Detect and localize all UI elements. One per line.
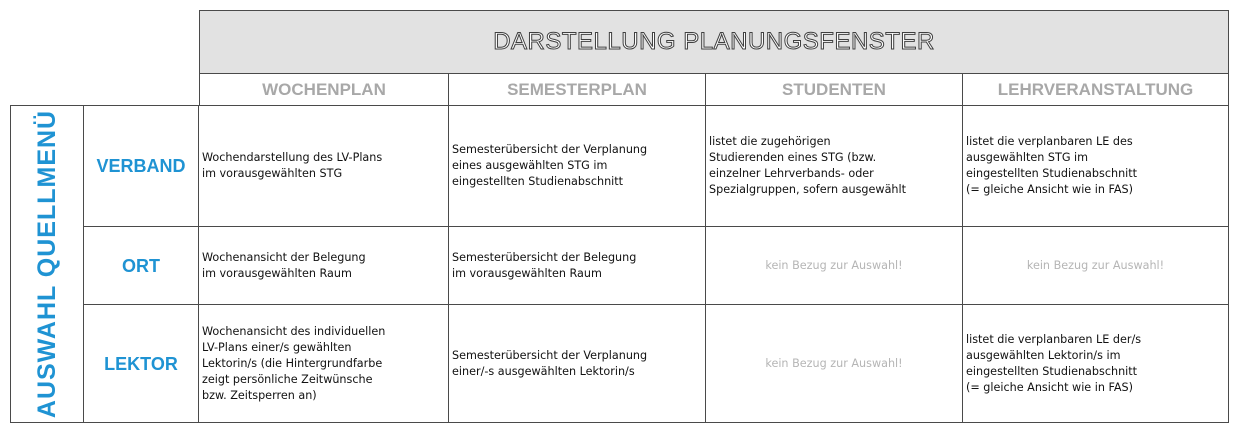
cell-lektor-lehrveranstaltung: listet die verplanbaren LE der/s ausgewählten Lektorin/s im eingestellten Studienabschnitt (= gleiche Ansicht wie in FAS) — [963, 305, 1229, 423]
cell-ort-wochenplan: Wochenansicht der Belegung im vorausgewählten Raum — [199, 227, 449, 305]
column-header-wochenplan: WOCHENPLAN — [199, 74, 449, 105]
column-headers — [199, 74, 1229, 105]
header-band — [199, 10, 1229, 74]
column-header-lehrveranstaltung: LEHRVERANSTALTUNG — [963, 74, 1229, 105]
matrix-table — [10, 105, 1229, 423]
column-header-semesterplan: SEMESTERPLAN — [449, 74, 706, 105]
side-label: AUSWAHL QUELLMENÜ — [33, 109, 61, 419]
cell-verband-wochenplan: Wochendarstellung des LV-Plans im vorausgewählten STG — [199, 106, 449, 227]
row-label-lektor: LEKTOR — [84, 305, 199, 423]
side-label-box — [10, 106, 84, 423]
cell-ort-semesterplan: Semesterübersicht der Belegung im vorausgewählten Raum — [449, 227, 706, 305]
row-label-verband: VERBAND — [84, 106, 199, 227]
cell-verband-studenten: listet die zugehörigen Studierenden eines STG (bzw. einzelner Lehrverbands- oder Spezialgruppen, sofern ausgewählt — [706, 106, 963, 227]
row-label-ort: ORT — [84, 227, 199, 305]
cell-verband-lehrveranstaltung: listet die verplanbaren LE des ausgewählten STG im eingestellten Studienabschnitt (= gleiche Ansicht wie in FAS) — [963, 106, 1229, 227]
cell-lektor-wochenplan: Wochenansicht des individuellen LV-Plans einer/s gewählten Lektorin/s (die Hintergrundfarbe zeigt persönliche Zeitwünsche bzw. Zeitsperren an) — [199, 305, 449, 423]
cell-lektor-semesterplan: Semesterübersicht der Verplanung einer/-s ausgewählten Lektorin/s — [449, 305, 706, 423]
cell-ort-lehrveranstaltung: kein Bezug zur Auswahl! — [963, 227, 1229, 305]
page-title: DARSTELLUNG PLANUNGSFENSTER — [493, 28, 935, 55]
cell-verband-semesterplan: Semesterübersicht der Verplanung eines ausgewählten STG im eingestellten Studienabschnitt — [449, 106, 706, 227]
cell-lektor-studenten: kein Bezug zur Auswahl! — [706, 305, 963, 423]
cell-ort-studenten: kein Bezug zur Auswahl! — [706, 227, 963, 305]
column-header-studenten: STUDENTEN — [706, 74, 963, 105]
